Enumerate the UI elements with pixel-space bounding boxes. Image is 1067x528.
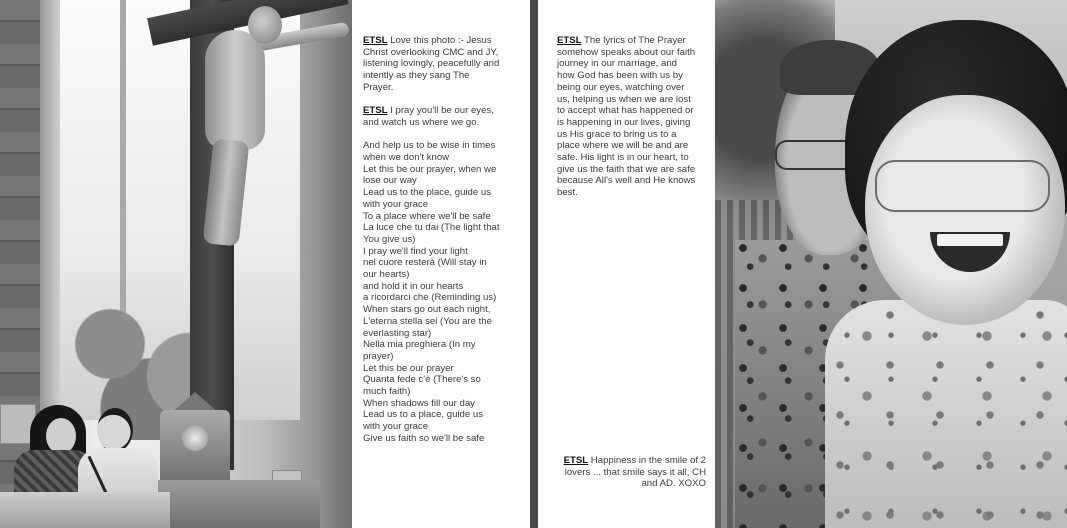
lyric-line: Lead us to a place, guide us with your grace [363, 409, 484, 433]
text-block [363, 35, 501, 94]
text-block [363, 105, 501, 128]
text-block [557, 35, 697, 199]
left-text-column [363, 35, 501, 445]
lyric-line: Lead us to the place, guide us with your grace [363, 187, 492, 210]
woman-glasses [875, 160, 1050, 212]
altar [150, 480, 320, 528]
singer-man-head [97, 408, 133, 452]
lyric-line: L'eterna stella sei (You are the everlasting star) [363, 315, 492, 339]
text-block-body: The lyrics of The Prayer somehow speaks about our faith journey in our marriage, and how God has been with us by being our eyes, watching over us, helping us when we are lost to accept what has happened or is happening in our lives, giving us His grace to bring us to a place where we will be and are safe. His light is in our heart, to give us the faith that we are safe because All's well and He knows best. [557, 35, 696, 199]
text-block-body: Love this photo :- Jesus Christ overlooking CMC and JY, listening lovingly, peacefully and intently as they sang The Prayer. [363, 35, 500, 93]
corpus-head [248, 6, 282, 44]
lyric-line: And help us to be wise in times when we don't know [363, 140, 496, 163]
lyric-line: Nella mia preghiera (In my prayer) [363, 339, 476, 362]
lyric-line: When stars go out each night, [363, 304, 491, 316]
lyric-line: I pray we'll find your light [363, 245, 468, 257]
author-tag: ETSL [557, 35, 582, 46]
woman-teeth [937, 234, 1003, 246]
lyric-line: a ricordarci che (Reminding us) [363, 292, 497, 304]
couple-portrait-photo [715, 0, 1067, 528]
lyric-line: To a place where we'll be safe [363, 210, 491, 222]
author-tag: ETSL [363, 105, 388, 117]
woman-floral-top [825, 300, 1067, 528]
right-text-column [557, 35, 697, 199]
lectern [0, 492, 170, 528]
church-altar-photo [0, 0, 352, 528]
text-block-body: I pray you'll be our eyes, and watch us where we go. [363, 105, 494, 128]
lyric-line: Let this be our prayer, when we lose our way [363, 163, 497, 187]
lyric-line: Let this be our prayer [363, 362, 454, 374]
corpus-statue [205, 30, 265, 150]
lyric-line: nel cuore resterà (Will stay in our hearts) [363, 257, 487, 281]
tabernacle-emblem [182, 425, 208, 451]
lyric-line: Give us faith so we'll be safe [363, 432, 485, 444]
singer-woman-face [46, 418, 76, 454]
lyric-line: and hold it in our hearts [363, 280, 464, 292]
photo-caption [558, 455, 706, 490]
lyrics-block [363, 140, 501, 444]
caption-body: Happiness in the smile of 2 lovers ... that smile says it all, CH and AD. XOXO [564, 455, 706, 490]
right-page [538, 0, 1067, 528]
lyric-line: When shadows fill our day [363, 397, 475, 409]
author-tag: ETSL [563, 455, 589, 466]
page-gutter [530, 0, 538, 528]
lyric-line: La luce che tu dai (The light that You give us) [363, 222, 500, 245]
left-page [0, 0, 530, 528]
author-tag: ETSL [363, 35, 388, 46]
lyric-line: Quanta fede c'è (There's so much faith) [363, 374, 481, 398]
